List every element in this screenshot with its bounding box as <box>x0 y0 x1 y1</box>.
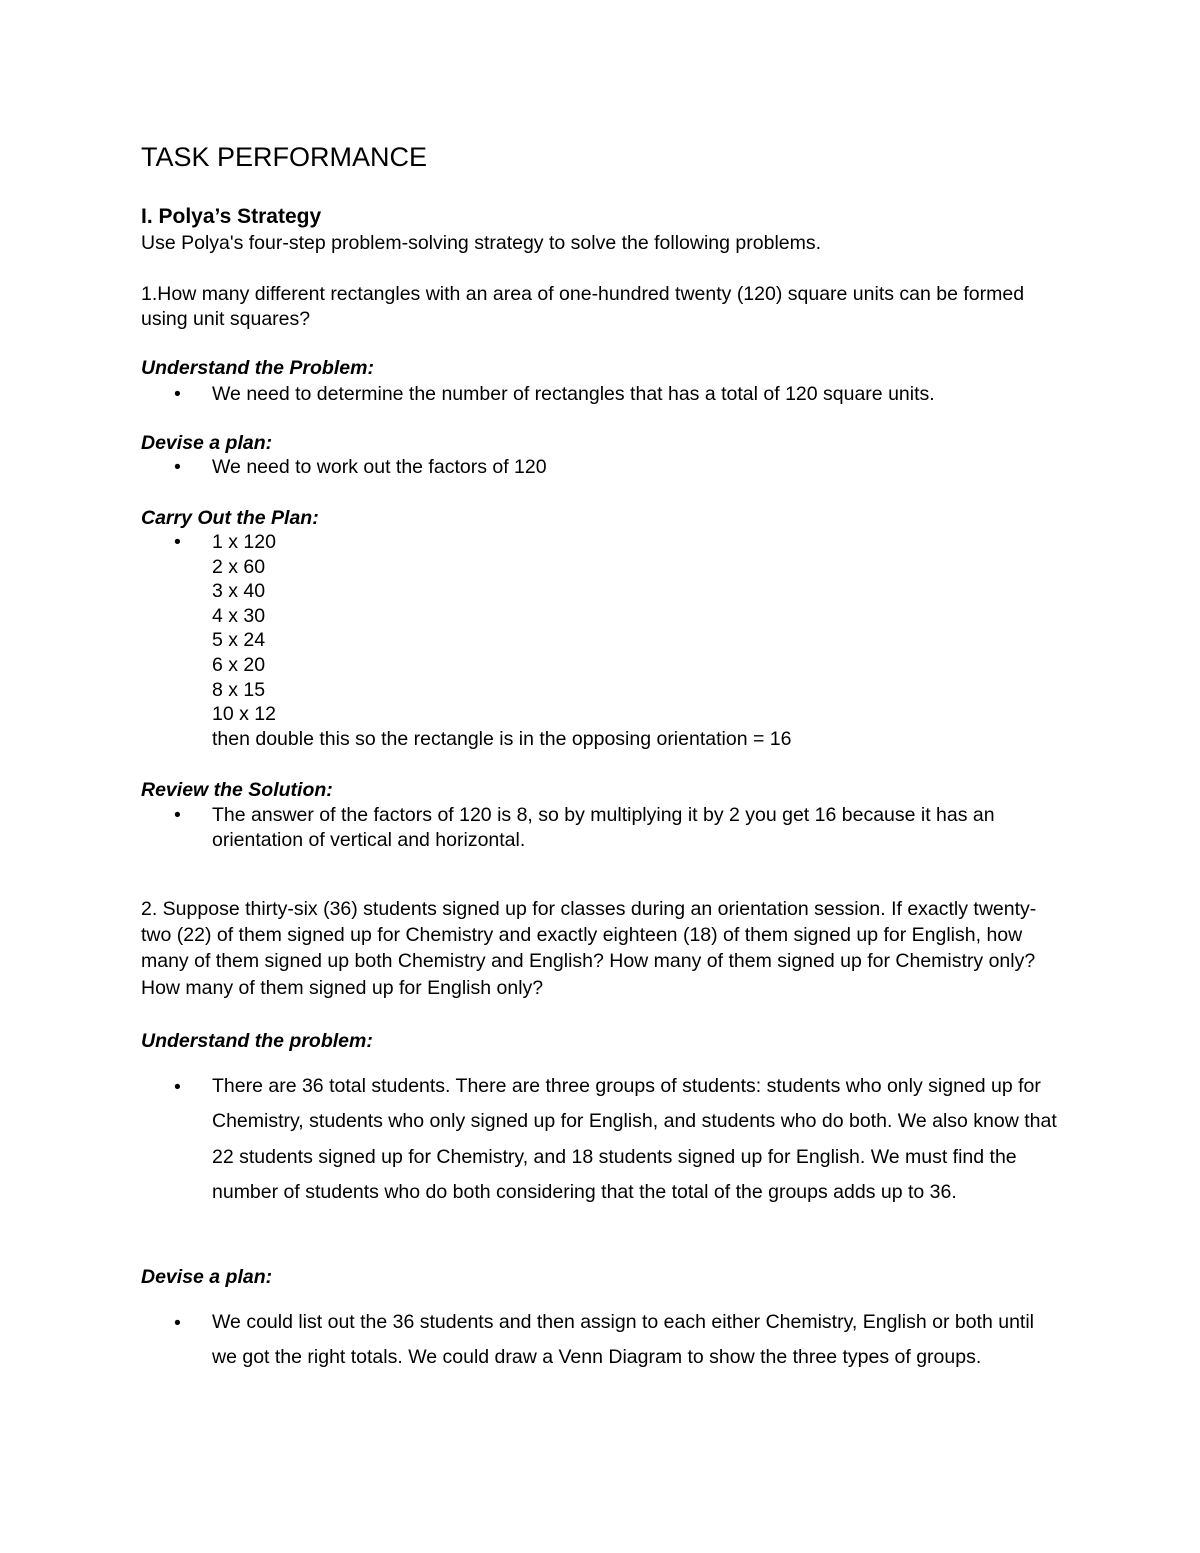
factor-list <box>212 530 1061 751</box>
factor-pair: 8 x 15 <box>212 678 266 701</box>
bullet-icon: • <box>174 1076 181 1098</box>
problem-1-plan-heading: Devise a plan: <box>141 432 273 454</box>
factor-pair: 10 x 12 <box>212 703 276 726</box>
bullet-icon: • <box>174 456 181 478</box>
problem-2-understand-heading: Understand the problem: <box>141 1030 373 1052</box>
bullet-icon: • <box>174 531 181 553</box>
problem-1-question: 1.How many different rectangles with an area of one-hundred twenty (120) square units can be formed using unit squares? <box>141 283 1025 330</box>
bullet-text: The answer of the factors of 120 is 8, so by multiplying it by 2 you get 16 because it has an orientation of vertical and horizontal. <box>212 804 995 851</box>
problem-2-question: 2. Suppose thirty-six (36) students signed up for classes during an orientation session. If exactly twenty-two (22) of them signed up for Chemistry and exactly eighteen (18) of them signed up for English, how many of them signed up both Chemistry and English? How many of them signed up for Chemistry only? How many of them signed up for English only? <box>141 898 1037 999</box>
factor-pair: 4 x 30 <box>212 604 266 627</box>
section-heading: I. Polya’s Strategy <box>141 205 322 228</box>
problem-2-plan-bullet <box>141 1305 1061 1376</box>
bullet-icon: • <box>174 383 181 405</box>
document-title: TASK PERFORMANCE <box>141 142 428 172</box>
bullet-icon: • <box>174 804 181 826</box>
problem-1-carry-heading: Carry Out the Plan: <box>141 507 319 529</box>
problem-1-plan-bullet <box>141 455 1061 480</box>
problem-2-understand-bullet <box>141 1069 1061 1210</box>
problem-1-review-heading: Review the Solution: <box>141 779 333 801</box>
problem-1-review-bullet <box>141 803 1061 852</box>
bullet-text: We need to work out the factors of 120 <box>212 456 547 478</box>
section-intro: Use Polya's four-step problem-solving strategy to solve the following problems. <box>141 232 822 254</box>
carry-conclusion: then double this so the rectangle is in the opposing orientation = 16 <box>212 727 792 750</box>
factor-pair: 3 x 40 <box>212 580 266 603</box>
bullet-text: We need to determine the number of rectangles that has a total of 120 square units. <box>212 383 935 405</box>
factor-pair: 5 x 24 <box>212 629 266 652</box>
factor-pair: 2 x 60 <box>212 555 266 578</box>
bullet-icon: • <box>174 1312 181 1334</box>
bullet-text: We could list out the 36 students and then assign to each either Chemistry, English or both until we got the right totals. We could draw a Venn Diagram to show the three types of groups. <box>212 1311 1034 1369</box>
factor-pair: 1 x 120 <box>212 531 276 553</box>
bullet-text: There are 36 total students. There are three groups of students: students who only signed up for Chemistry, students who only signed up for English, and students who do both. We also know that 22 students signed up for Chemistry, and 18 students signed up for English. We must find the number of students who do both considering that the total of the groups adds up to 36. <box>212 1075 1057 1203</box>
problem-2-plan-heading: Devise a plan: <box>141 1266 273 1288</box>
problem-1-factors-bullet <box>141 530 1061 751</box>
factor-pair: 6 x 20 <box>212 653 266 676</box>
problem-1-understand-heading: Understand the Problem: <box>141 357 374 379</box>
problem-1-understand-bullet <box>141 382 1061 407</box>
